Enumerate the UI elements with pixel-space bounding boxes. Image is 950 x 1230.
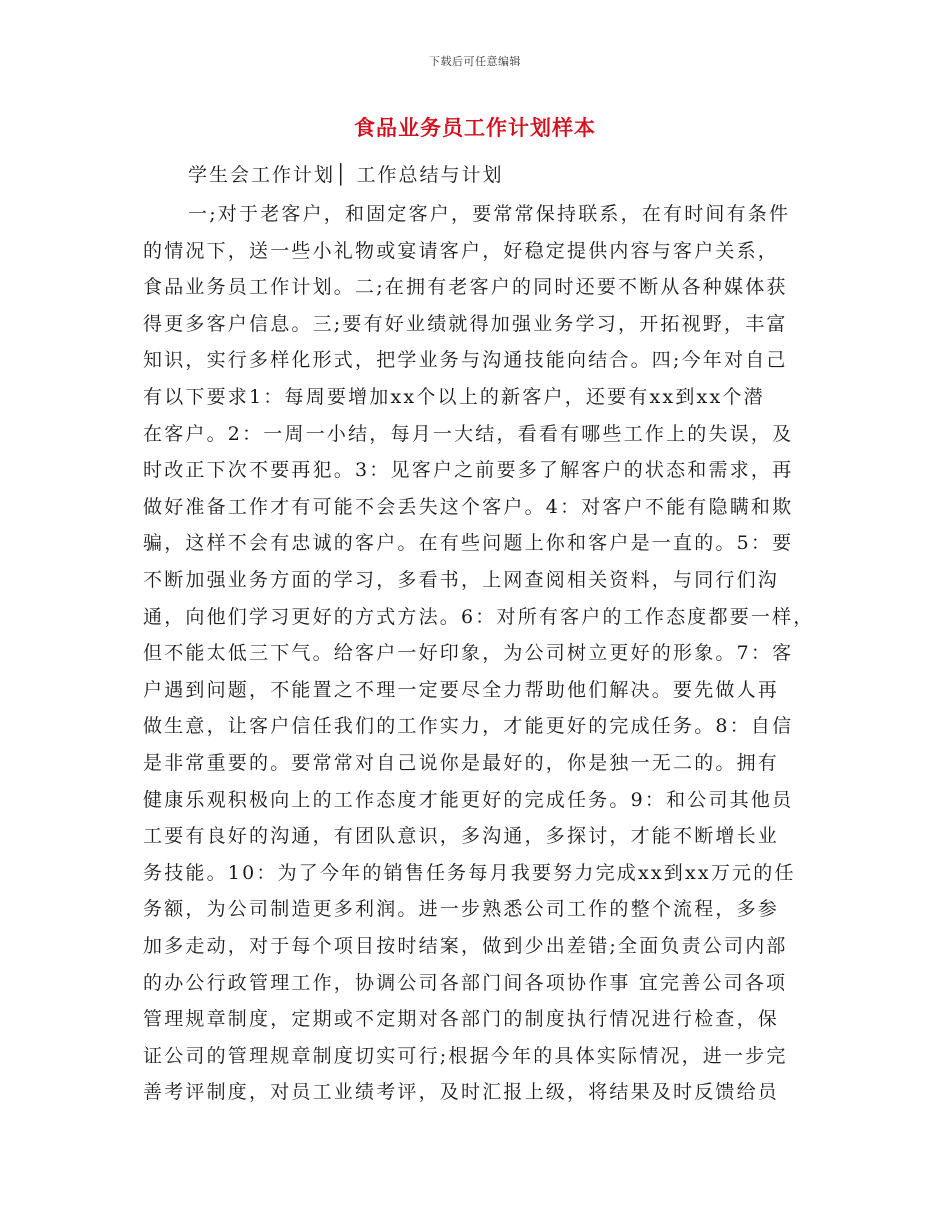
body-line: 骗，这样不会有忠诚的客户。在有些问题上你和客户是一直的。5：要 (143, 532, 794, 555)
body-line: 知识，实行多样化形式，把学业务与沟通技能向结合。四;今年对自己 (143, 349, 788, 372)
body-line: 做好准备工作才有可能不会丢失这个客户。4：对客户不能有隐瞒和欺 (143, 495, 794, 518)
body-line: 务技能。10：为了今年的销售任务每月我要努力完成xx到xx万元的任 (143, 861, 796, 884)
body-line: 健康乐观积极向上的工作态度才能更好的完成任务。9：和公司其他员 (143, 788, 794, 811)
body-line: 时改正下次不要再犯。3：见客户之前要多了解客户的状态和需求，再 (143, 459, 794, 482)
body-line: 证公司的管理规章制度切实可行;根据今年的具体实际情况，进一步完 (143, 1044, 788, 1067)
body-line: 务额，为公司制造更多利润。进一步熟悉公司工作的整个流程，多参 (143, 898, 780, 921)
body-line: 得更多客户信息。三;要有好业绩就得加强业务学习，开拓视野，丰富 (143, 312, 788, 335)
body-line: 的情况下，送一些小礼物或宴请客户，好稳定提供内容与客户关系， (143, 239, 780, 262)
body-line: 管理规章制度，定期或不定期对各部门的制度执行情况进行检查，保 (143, 1008, 780, 1031)
document-subtitle: 学生会工作计划│ 工作总结与计划 (188, 164, 504, 186)
body-line: 有以下要求1：每周要增加xx个以上的新客户，还要有xx到xx个潜 (143, 386, 765, 408)
body-line: 工要有良好的沟通，有团队意识，多沟通，多探讨，才能不断增长业 (143, 825, 780, 848)
body-line: 的办公行政管理工作，协调公司各部门间各项协作事 宜完善公司各项 (143, 971, 788, 994)
body-line: 做生意，让客户信任我们的工作实力，才能更好的完成任务。8：自信 (143, 715, 794, 738)
header-note: 下载后可任意编辑 (429, 55, 521, 68)
body-line: 通，向他们学习更好的方式方法。6：对所有客户的工作态度都要一样， (143, 605, 815, 628)
body-line: 但不能太低三下气。给客户一好印象，为公司树立更好的形象。7：客 (143, 642, 794, 665)
body-line: 不断加强业务方面的学习，多看书，上网查阅相关资料，与同行们沟 (143, 569, 780, 591)
body-line: 户遇到问题，不能置之不理一定要尽全力帮助他们解决。要先做人再 (143, 678, 780, 701)
body-line: 食品业务员工作计划。二;在拥有老客户的同时还要不断从各种媒体获 (143, 276, 788, 299)
body-line: 一;对于老客户，和固定客户，要常常保持联系，在有时间有条件 (188, 203, 791, 225)
body-line: 在客户。2：一周一小结，每月一大结，看看有哪些工作上的失误，及 (143, 422, 794, 445)
body-line: 是非常重要的。要常常对自己说你是最好的，你是独一无二的。拥有 (143, 752, 780, 774)
body-line: 加多走动，对于每个项目按时结案，做到少出差错;全面负责公司内部 (143, 935, 788, 957)
body-line: 善考评制度，对员工业绩考评，及时汇报上级，将结果及时反馈给员 (143, 1081, 780, 1104)
document-title: 食品业务员工作计划样本 (354, 115, 596, 140)
